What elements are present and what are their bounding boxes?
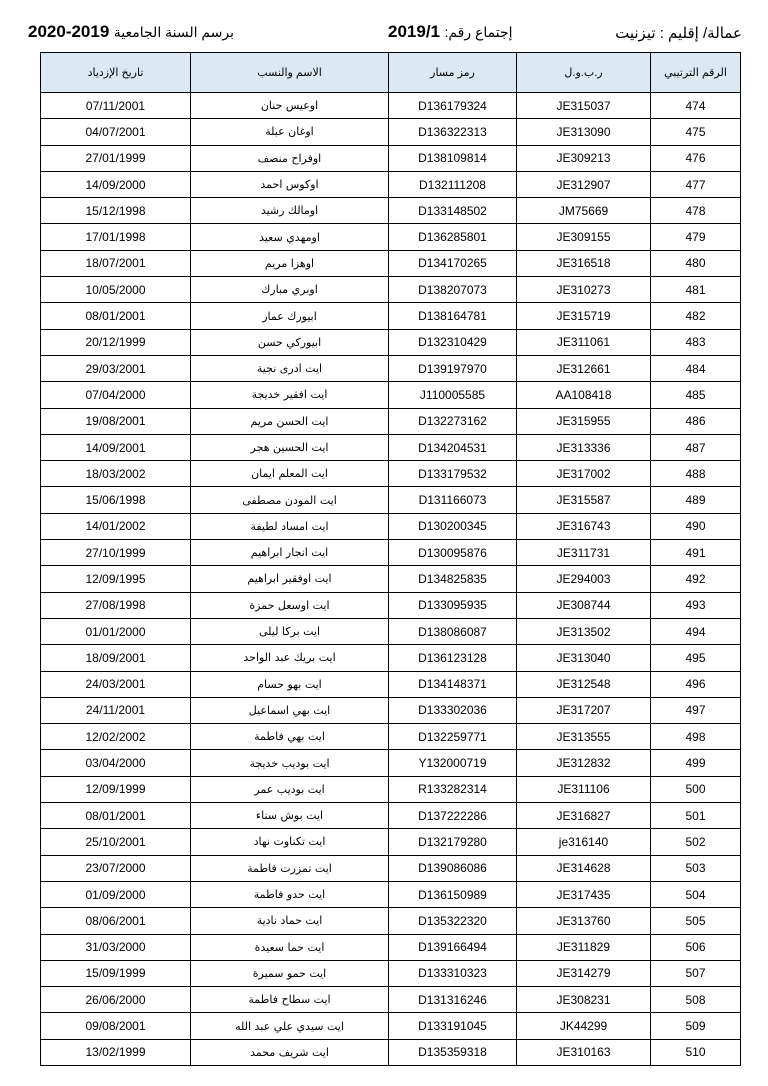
cell-full-name: ايت بوديب عمر: [191, 776, 389, 802]
meeting-info: [388, 22, 512, 42]
cell-serial: 480: [651, 250, 741, 276]
cell-cin: JE309213: [517, 145, 651, 171]
meeting-number: 2019/1: [388, 22, 440, 41]
cell-birth-date: 14/09/2001: [41, 434, 191, 460]
cell-full-name: ايت بهي فاطمة: [191, 724, 389, 750]
cell-massar-code: D136150989: [389, 881, 517, 907]
cell-serial: 507: [651, 960, 741, 986]
cell-cin: JK44299: [517, 1013, 651, 1039]
table-row: [41, 93, 741, 119]
cell-serial: 479: [651, 224, 741, 250]
cell-massar-code: D134825835: [389, 566, 517, 592]
cell-cin: JE309155: [517, 224, 651, 250]
cell-massar-code: D136322313: [389, 119, 517, 145]
cell-massar-code: D131166073: [389, 487, 517, 513]
cell-birth-date: 04/07/2001: [41, 119, 191, 145]
cell-serial: 506: [651, 934, 741, 960]
cell-cin: JE316743: [517, 513, 651, 539]
cell-massar-code: D132179280: [389, 829, 517, 855]
table-row: [41, 171, 741, 197]
cell-cin: JE312832: [517, 750, 651, 776]
table-row: [41, 855, 741, 881]
table-row: [41, 566, 741, 592]
table-row: [41, 119, 741, 145]
cell-birth-date: 01/01/2000: [41, 618, 191, 644]
table-row: [41, 645, 741, 671]
cell-full-name: ايت حما سعيدة: [191, 934, 389, 960]
cell-massar-code: R133282314: [389, 776, 517, 802]
cell-massar-code: D133191045: [389, 1013, 517, 1039]
cell-cin: JE315587: [517, 487, 651, 513]
cell-birth-date: 27/08/1998: [41, 592, 191, 618]
cell-serial: 510: [651, 1039, 741, 1065]
cell-cin: JE317002: [517, 461, 651, 487]
cell-serial: 476: [651, 145, 741, 171]
cell-cin: JE308231: [517, 987, 651, 1013]
cell-massar-code: J110005585: [389, 382, 517, 408]
table-body: [41, 93, 741, 1066]
cell-full-name: ايت ادرى نجية: [191, 355, 389, 381]
cell-birth-date: 24/11/2001: [41, 697, 191, 723]
cell-cin: JE317207: [517, 697, 651, 723]
cell-birth-date: 29/03/2001: [41, 355, 191, 381]
column-header-serial: الرقم الترتيبي: [651, 53, 741, 93]
cell-serial: 485: [651, 382, 741, 408]
cell-massar-code: D132273162: [389, 408, 517, 434]
cell-cin: JE317435: [517, 881, 651, 907]
cell-cin: JE313336: [517, 434, 651, 460]
cell-birth-date: 03/04/2000: [41, 750, 191, 776]
cell-cin: JE314628: [517, 855, 651, 881]
cell-cin: JE313040: [517, 645, 651, 671]
cell-cin: JE316827: [517, 803, 651, 829]
table-row: [41, 382, 741, 408]
cell-serial: 501: [651, 803, 741, 829]
cell-serial: 500: [651, 776, 741, 802]
cell-birth-date: 24/03/2001: [41, 671, 191, 697]
cell-full-name: ايت المعلم ايمان: [191, 461, 389, 487]
cell-full-name: اوهزا مريم: [191, 250, 389, 276]
cell-birth-date: 19/08/2001: [41, 408, 191, 434]
cell-cin: JE310273: [517, 277, 651, 303]
cell-full-name: ايت تمزرت فاطمة: [191, 855, 389, 881]
table-header-row: [41, 53, 741, 93]
table-row: [41, 145, 741, 171]
cell-serial: 490: [651, 513, 741, 539]
cell-birth-date: 18/07/2001: [41, 250, 191, 276]
cell-serial: 508: [651, 987, 741, 1013]
cell-birth-date: 15/06/1998: [41, 487, 191, 513]
cell-serial: 498: [651, 724, 741, 750]
cell-birth-date: 14/09/2000: [41, 171, 191, 197]
cell-massar-code: D130200345: [389, 513, 517, 539]
cell-serial: 482: [651, 303, 741, 329]
cell-birth-date: 15/09/1999: [41, 960, 191, 986]
cell-serial: 493: [651, 592, 741, 618]
cell-birth-date: 27/10/1999: [41, 540, 191, 566]
cell-cin: je316140: [517, 829, 651, 855]
cell-massar-code: D138207073: [389, 277, 517, 303]
cell-birth-date: 13/02/1999: [41, 1039, 191, 1065]
table-row: [41, 540, 741, 566]
cell-full-name: ايت بهي اسماعيل: [191, 697, 389, 723]
cell-cin: JE310163: [517, 1039, 651, 1065]
cell-full-name: ايت الحسن مريم: [191, 408, 389, 434]
cell-serial: 496: [651, 671, 741, 697]
cell-cin: JE312548: [517, 671, 651, 697]
cell-full-name: ايت بركا ليلى: [191, 618, 389, 644]
cell-full-name: ايت اوفقير ابراهيم: [191, 566, 389, 592]
table-row: [41, 750, 741, 776]
cell-massar-code: D136179324: [389, 93, 517, 119]
cell-full-name: ايت بهو حسام: [191, 671, 389, 697]
cell-birth-date: 10/05/2000: [41, 277, 191, 303]
table-row: [41, 1013, 741, 1039]
academic-year-label: برسم السنة الجامعية: [113, 24, 235, 40]
table-row: [41, 250, 741, 276]
cell-serial: 499: [651, 750, 741, 776]
cell-serial: 484: [651, 355, 741, 381]
table-row: [41, 303, 741, 329]
cell-birth-date: 07/04/2000: [41, 382, 191, 408]
cell-massar-code: D132111208: [389, 171, 517, 197]
cell-full-name: ايت تكناوت نهاد: [191, 829, 389, 855]
cell-massar-code: D133095935: [389, 592, 517, 618]
cell-full-name: ايت سيدي علي عبد الله: [191, 1013, 389, 1039]
table-row: [41, 671, 741, 697]
table-row: [41, 618, 741, 644]
cell-serial: 504: [651, 881, 741, 907]
cell-cin: JM75669: [517, 198, 651, 224]
table-row: [41, 434, 741, 460]
cell-birth-date: 12/09/1999: [41, 776, 191, 802]
cell-massar-code: D132259771: [389, 724, 517, 750]
cell-cin: JE311829: [517, 934, 651, 960]
cell-full-name: اوكوس احمد: [191, 171, 389, 197]
cell-massar-code: D133310323: [389, 960, 517, 986]
cell-serial: 495: [651, 645, 741, 671]
cell-massar-code: Y132000719: [389, 750, 517, 776]
table-row: [41, 881, 741, 907]
cell-serial: 477: [651, 171, 741, 197]
table-row: [41, 355, 741, 381]
cell-birth-date: 20/12/1999: [41, 329, 191, 355]
cell-full-name: ايت افقير خديجة: [191, 382, 389, 408]
cell-cin: JE315955: [517, 408, 651, 434]
cell-cin: JE316518: [517, 250, 651, 276]
cell-massar-code: D135359318: [389, 1039, 517, 1065]
cell-birth-date: 18/03/2002: [41, 461, 191, 487]
table-row: [41, 487, 741, 513]
cell-full-name: ايت الحسين هجر: [191, 434, 389, 460]
cell-birth-date: 15/12/1998: [41, 198, 191, 224]
cell-birth-date: 26/06/2000: [41, 987, 191, 1013]
meeting-label: إجتماع رقم:: [444, 24, 513, 40]
cell-massar-code: D131316246: [389, 987, 517, 1013]
cell-full-name: ايت شريف محمد: [191, 1039, 389, 1065]
cell-serial: 497: [651, 697, 741, 723]
cell-full-name: ايت سطاح فاطمة: [191, 987, 389, 1013]
cell-full-name: ايت حماد نادية: [191, 908, 389, 934]
cell-massar-code: D138109814: [389, 145, 517, 171]
cell-full-name: ايت بريك عبد الواحد: [191, 645, 389, 671]
cell-cin: JE312907: [517, 171, 651, 197]
region-label: عمالة/ إقليم : تيزنيت: [615, 25, 742, 42]
cell-massar-code: D136123128: [389, 645, 517, 671]
column-header-full-name: الاسم والنسب: [191, 53, 389, 93]
cell-cin: JE311106: [517, 776, 651, 802]
cell-full-name: اومالك رشيد: [191, 198, 389, 224]
cell-massar-code: D133148502: [389, 198, 517, 224]
students-table: [40, 52, 741, 1066]
cell-birth-date: 08/01/2001: [41, 803, 191, 829]
cell-cin: JE294003: [517, 566, 651, 592]
cell-serial: 487: [651, 434, 741, 460]
table-row: [41, 697, 741, 723]
cell-massar-code: D134204531: [389, 434, 517, 460]
academic-year-value: 2020-2019: [28, 22, 110, 41]
academic-year: [28, 22, 234, 42]
cell-massar-code: D139197970: [389, 355, 517, 381]
cell-serial: 475: [651, 119, 741, 145]
table-row: [41, 224, 741, 250]
table-row: [41, 513, 741, 539]
cell-full-name: ايت بوش سناء: [191, 803, 389, 829]
cell-serial: 505: [651, 908, 741, 934]
cell-birth-date: 18/09/2001: [41, 645, 191, 671]
cell-full-name: ايت اوسعل حمزة: [191, 592, 389, 618]
cell-cin: JE313760: [517, 908, 651, 934]
cell-massar-code: D136285801: [389, 224, 517, 250]
table-row: [41, 592, 741, 618]
cell-massar-code: D133302036: [389, 697, 517, 723]
table-row: [41, 776, 741, 802]
cell-full-name: ايت المودن مصطفى: [191, 487, 389, 513]
cell-cin: JE313502: [517, 618, 651, 644]
cell-serial: 494: [651, 618, 741, 644]
table-row: [41, 1039, 741, 1065]
cell-serial: 492: [651, 566, 741, 592]
cell-full-name: ابيوركي حسن: [191, 329, 389, 355]
cell-birth-date: 08/06/2001: [41, 908, 191, 934]
cell-full-name: اوعيس حنان: [191, 93, 389, 119]
page-header: [28, 22, 742, 48]
cell-serial: 488: [651, 461, 741, 487]
cell-birth-date: 27/01/1999: [41, 145, 191, 171]
cell-serial: 509: [651, 1013, 741, 1039]
cell-full-name: ايت حمو سميرة: [191, 960, 389, 986]
cell-full-name: اوغان عبلة: [191, 119, 389, 145]
cell-serial: 474: [651, 93, 741, 119]
cell-full-name: ايت امساد لطيفة: [191, 513, 389, 539]
table-row: [41, 934, 741, 960]
table-row: [41, 408, 741, 434]
cell-cin: JE315719: [517, 303, 651, 329]
cell-serial: 478: [651, 198, 741, 224]
table-row: [41, 329, 741, 355]
cell-massar-code: D139086086: [389, 855, 517, 881]
cell-full-name: ايت بوديب خديجة: [191, 750, 389, 776]
cell-birth-date: 14/01/2002: [41, 513, 191, 539]
cell-massar-code: D130095876: [389, 540, 517, 566]
cell-massar-code: D134148371: [389, 671, 517, 697]
cell-massar-code: D138086087: [389, 618, 517, 644]
cell-massar-code: D138164781: [389, 303, 517, 329]
table-row: [41, 277, 741, 303]
cell-birth-date: 23/07/2000: [41, 855, 191, 881]
cell-birth-date: 25/10/2001: [41, 829, 191, 855]
cell-full-name: ايت انجار ابراهيم: [191, 540, 389, 566]
cell-serial: 491: [651, 540, 741, 566]
column-header-cin: ر.ب.و.ل: [517, 53, 651, 93]
table-row: [41, 724, 741, 750]
cell-serial: 502: [651, 829, 741, 855]
cell-cin: JE308744: [517, 592, 651, 618]
table-row: [41, 461, 741, 487]
cell-birth-date: 31/03/2000: [41, 934, 191, 960]
cell-massar-code: D137222286: [389, 803, 517, 829]
cell-birth-date: 09/08/2001: [41, 1013, 191, 1039]
cell-serial: 481: [651, 277, 741, 303]
cell-cin: JE311061: [517, 329, 651, 355]
cell-massar-code: D133179532: [389, 461, 517, 487]
cell-massar-code: D134170265: [389, 250, 517, 276]
cell-birth-date: 07/11/2001: [41, 93, 191, 119]
cell-serial: 483: [651, 329, 741, 355]
table-row: [41, 960, 741, 986]
cell-cin: JE314279: [517, 960, 651, 986]
cell-cin: AA108418: [517, 382, 651, 408]
cell-cin: JE315037: [517, 93, 651, 119]
cell-full-name: ايت حدو فاطمة: [191, 881, 389, 907]
table-row: [41, 987, 741, 1013]
cell-birth-date: 08/01/2001: [41, 303, 191, 329]
cell-birth-date: 12/09/1995: [41, 566, 191, 592]
table-row: [41, 829, 741, 855]
cell-cin: JE313555: [517, 724, 651, 750]
cell-birth-date: 01/09/2000: [41, 881, 191, 907]
cell-full-name: ابيورك عمار: [191, 303, 389, 329]
cell-massar-code: D135322320: [389, 908, 517, 934]
cell-birth-date: 12/02/2002: [41, 724, 191, 750]
table-row: [41, 803, 741, 829]
cell-massar-code: D139166494: [389, 934, 517, 960]
column-header-massar-code: رمز مسار: [389, 53, 517, 93]
cell-full-name: اوفراح منصف: [191, 145, 389, 171]
cell-serial: 489: [651, 487, 741, 513]
table-row: [41, 908, 741, 934]
cell-full-name: اوبري مبارك: [191, 277, 389, 303]
cell-serial: 486: [651, 408, 741, 434]
cell-massar-code: D132310429: [389, 329, 517, 355]
cell-full-name: اومهدي سعيد: [191, 224, 389, 250]
column-header-birth-date: تاريخ الإزدياد: [41, 53, 191, 93]
table-row: [41, 198, 741, 224]
cell-cin: JE312661: [517, 355, 651, 381]
cell-cin: JE311731: [517, 540, 651, 566]
cell-cin: JE313090: [517, 119, 651, 145]
cell-birth-date: 17/01/1998: [41, 224, 191, 250]
cell-serial: 503: [651, 855, 741, 881]
